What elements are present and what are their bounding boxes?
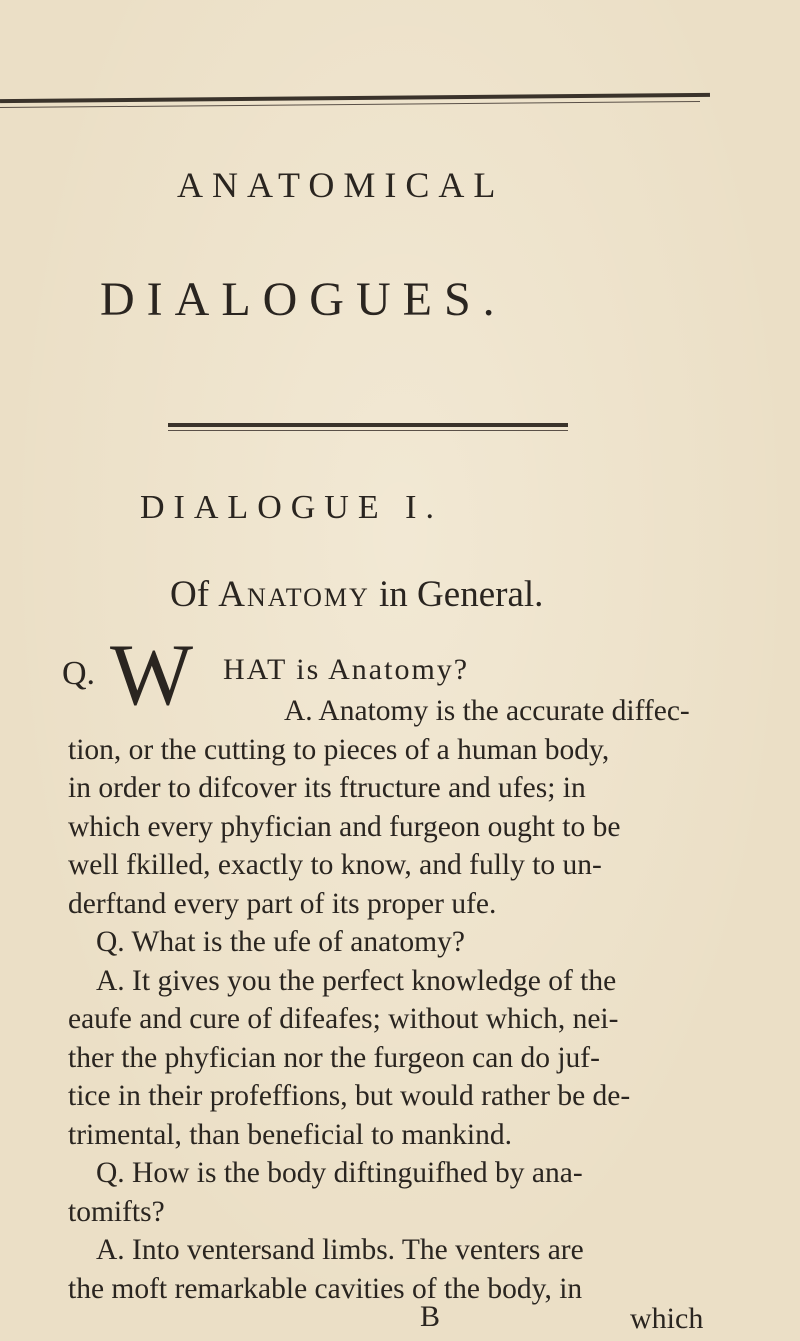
text-line: derftand every part of its proper ufe. bbox=[68, 887, 497, 920]
first-question: HAT is Anatomy? bbox=[223, 653, 470, 686]
text-line: which every phyfician and furgeon ought to be bbox=[68, 810, 621, 843]
drop-cap: W bbox=[110, 627, 194, 724]
text-line: tice in their profeffions, but would rather be de- bbox=[68, 1080, 631, 1112]
subtitle-post: in General. bbox=[369, 574, 544, 615]
text-line: the moft remarkable cavities of the body, in bbox=[68, 1272, 583, 1305]
subtitle-pre: Of bbox=[170, 574, 219, 615]
dialogue-heading: DIALOGUE I. bbox=[140, 489, 443, 526]
body-text bbox=[68, 692, 748, 1308]
text-line: ther the phyfician nor the furgeon can do juf- bbox=[68, 1041, 600, 1074]
signature-mark: B bbox=[420, 1300, 441, 1333]
text-line: Q. How is the body diftinguifhed by ana- bbox=[96, 1157, 583, 1189]
catchword: which bbox=[630, 1302, 704, 1335]
text-line: tomifts? bbox=[68, 1195, 165, 1228]
title-anatomical: ANATOMICAL bbox=[177, 165, 505, 205]
text-line: tion, or the cutting to pieces of a human body, bbox=[68, 733, 610, 766]
text-line: in order to difcover its ftructure and ufes; in bbox=[68, 772, 586, 804]
dialogue-subtitle bbox=[170, 573, 690, 616]
text-line: well fkilled, exactly to know, and fully to un- bbox=[68, 849, 602, 881]
text-line: trimental, than beneficial to mankind. bbox=[68, 1118, 512, 1151]
text-line: A. Into ventersand limbs. The venters are bbox=[96, 1234, 584, 1266]
question-label: Q. bbox=[62, 655, 96, 692]
subtitle-smallcaps: Anatomy bbox=[218, 574, 370, 615]
text-line: A. Anatomy is the accurate diffec- bbox=[284, 695, 690, 727]
text-line: A. It gives you the perfect knowledge of the bbox=[96, 964, 617, 997]
text-line: eaufe and cure of difeafes; without which, nei- bbox=[68, 1003, 619, 1035]
section-rule bbox=[168, 423, 568, 427]
text-line: Q. What is the ufe of anatomy? bbox=[96, 926, 465, 958]
section-rule-thin bbox=[168, 430, 568, 431]
title-dialogues: DIALOGUES. bbox=[100, 273, 507, 326]
